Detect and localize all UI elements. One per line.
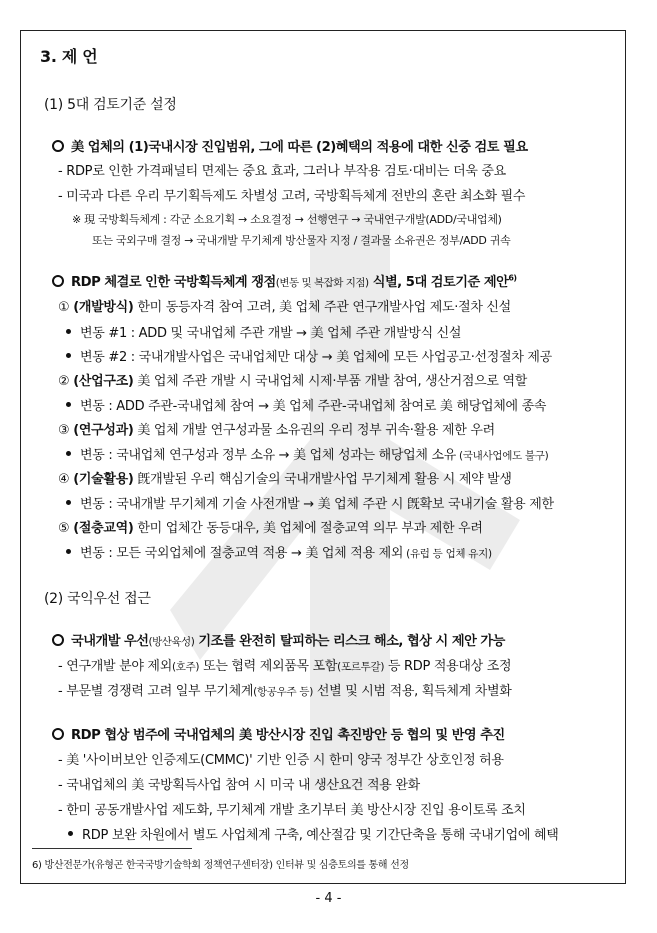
footnote-divider xyxy=(32,848,192,849)
change-small-text: (유럽 등 업체 유지) xyxy=(403,548,492,560)
criterion-text: 美 업체 주관 개발 시 국내업체 시제·부품 개발 참여, 생산거점으로 역할 xyxy=(133,374,528,389)
list-item: - 미국과 다른 우리 무기획득제도 차별성 고려, 국방획득체계 전반의 혼란 최소화 필수 xyxy=(58,189,526,204)
list-item: - 국내업체의 美 국방획득사업 참여 시 미국 내 생산요건 적용 완화 xyxy=(58,778,420,793)
dot-icon xyxy=(66,353,71,358)
change-item xyxy=(66,346,552,365)
list-small-text: (호주) xyxy=(171,661,200,673)
change-small-text: (국내사업에도 불구) xyxy=(455,450,549,462)
footnote: 6) 방산전문가(유형곤 한국국방기술학회 정책연구센터장) 인터뷰 및 심층토의를 통해 선정 xyxy=(32,860,409,871)
change-item xyxy=(66,395,546,414)
bullet-text-tail: 기조를 완전히 탈피하는 리스크 해소, 협상 시 제안 가능 xyxy=(194,634,505,649)
bullet-small-text: (방산육성) xyxy=(148,636,195,648)
criterion-text: 한미 동등자격 참여 고려, 美 업체 주관 연구개발사업 제도·절차 신설 xyxy=(133,300,511,315)
criterion-3 xyxy=(58,419,495,438)
bullet-circle-icon xyxy=(52,275,64,287)
bullet-small-text: (변동 및 복잡화 지점) xyxy=(275,277,369,289)
bullet-text: 국내개발 우선 xyxy=(71,634,149,649)
criterion-text: 한미 업체간 동등대우, 美 업체에 절충교역 의무 부과 제한 우려 xyxy=(133,521,483,536)
criterion-key: (개발방식) xyxy=(73,300,134,315)
bullet-text-tail: 식별, 5대 검토기준 제안 xyxy=(368,275,509,290)
bullet-circle-icon xyxy=(52,140,64,152)
change-text: 변동 : 국내업체 연구성과 정부 소유 → 美 업체 성과는 해당업체 소유 xyxy=(80,448,456,463)
change-item xyxy=(66,542,492,561)
bullet-us-market-entry xyxy=(52,724,505,743)
dot-icon xyxy=(66,329,71,334)
list-item: - RDP로 인한 가격패널티 면제는 중요 효과, 그러나 부작용 검토·대비는 더욱 중요 xyxy=(58,164,506,179)
bullet-circle-icon xyxy=(52,728,64,740)
note-line: 또는 국외구매 결정 → 국내개발 무기체계 방산물자 지정 / 결과물 소유권은 정부/ADD 귀속 xyxy=(92,234,511,247)
subsection-title-1: (1) 5대 검토기준 설정 xyxy=(44,97,177,113)
change-text: 변동 : 국내개발 무기체계 기술 사전개발 → 美 업체 주관 시 旣확보 국내기술 활용 제한 xyxy=(80,497,554,512)
list-small-text: (항공우주 등) xyxy=(253,686,314,698)
subsection-title-2: (2) 국익우선 접근 xyxy=(44,591,151,607)
criterion-text: 旣개발된 우리 핵심기술의 국내개발사업 무기체계 활용 시 제약 발생 xyxy=(133,472,512,487)
criterion-2 xyxy=(58,370,527,389)
dot-icon xyxy=(66,500,71,505)
criterion-key: (기술활용) xyxy=(73,472,134,487)
criterion-key: (절충교역) xyxy=(73,521,134,536)
bullet-five-criteria xyxy=(52,271,517,290)
note-line: ※ 現 국방획득체계 : 각군 소요기획 → 소요결정 → 선행연구 → 국내연구개발(ADD/국내업체) xyxy=(72,213,502,226)
criterion-number: ③ xyxy=(58,423,70,438)
bullet-text: RDP 협상 범주에 국내업체의 美 방산시장 진입 촉진방안 등 협의 및 반영 추진 xyxy=(71,728,505,743)
change-item xyxy=(66,493,554,512)
bullet-text: 美 업체의 (1)국내시장 진입범위, 그에 따른 (2)혜택의 적용에 대한 신중 검토 필요 xyxy=(71,140,528,155)
list-item xyxy=(58,680,511,699)
list-text: 선별 및 시범 적용, 획득체계 차별화 xyxy=(313,684,512,699)
bullet-text: RDP 체결로 인한 국방획득체계 쟁점 xyxy=(71,275,276,290)
change-text: 변동 #1 : ADD 및 국내업체 주관 개발 → 美 업체 주관 개발방식 신설 xyxy=(80,326,462,341)
list-item: - 美 '사이버보안 인증제도(CMMC)' 기반 인증 시 한미 양국 정부간 상호인정 허용 xyxy=(58,753,504,768)
dot-icon xyxy=(66,549,71,554)
criterion-5 xyxy=(58,517,483,536)
change-text: 변동 : 모든 국외업체에 절충교역 적용 → 美 업체 적용 제외 xyxy=(80,546,404,561)
criterion-number: ① xyxy=(58,300,70,315)
list-item xyxy=(58,655,511,674)
list-text: 등 RDP 적용대상 조정 xyxy=(384,659,512,674)
criterion-1 xyxy=(58,296,511,315)
bullet-scope-review xyxy=(52,136,528,155)
page-number: - 4 - xyxy=(315,891,342,906)
dot-icon xyxy=(66,402,71,407)
list-text: - 연구개발 분야 제외 xyxy=(58,659,172,674)
change-item xyxy=(66,444,548,463)
criterion-number: ④ xyxy=(58,472,70,487)
sub-list-text: RDP 보완 차원에서 별도 사업체계 구축, 예산절감 및 기간단축을 통해 국내기업에 혜택 xyxy=(82,828,559,843)
criterion-key: (산업구조) xyxy=(73,374,134,389)
list-text: - 부문별 경쟁력 고려 일부 무기체계 xyxy=(58,684,254,699)
section-title: 3. 제 언 xyxy=(40,47,98,66)
change-text: 변동 #2 : 국내개발사업은 국내업체만 대상 → 美 업체에 모든 사업공고·선정절차 제공 xyxy=(80,350,552,365)
bullet-circle-icon xyxy=(52,634,64,646)
list-small-text: (포르투갈) xyxy=(337,661,385,673)
criterion-4 xyxy=(58,468,512,487)
criterion-number: ⑤ xyxy=(58,521,70,536)
criterion-text: 美 업체 개발 연구성과물 소유권의 우리 정부 귀속·활용 제한 우려 xyxy=(133,423,495,438)
list-text: 또는 협력 제외품목 포함 xyxy=(199,659,338,674)
bullet-domestic-priority xyxy=(52,630,505,649)
dot-icon xyxy=(68,831,73,836)
dot-icon xyxy=(66,451,71,456)
change-item xyxy=(66,322,461,341)
footnote-ref: 6) xyxy=(508,273,517,283)
sub-list-item xyxy=(68,824,559,843)
criterion-key: (연구성과) xyxy=(73,423,134,438)
criterion-number: ② xyxy=(58,374,70,389)
change-text: 변동 : ADD 주관-국내업체 참여 → 美 업체 주관-국내업체 참여로 美 해당업체에 종속 xyxy=(80,399,547,414)
list-item: - 한미 공동개발사업 제도화, 무기체계 개발 초기부터 美 방산시장 진입 용이토록 조치 xyxy=(58,803,526,818)
